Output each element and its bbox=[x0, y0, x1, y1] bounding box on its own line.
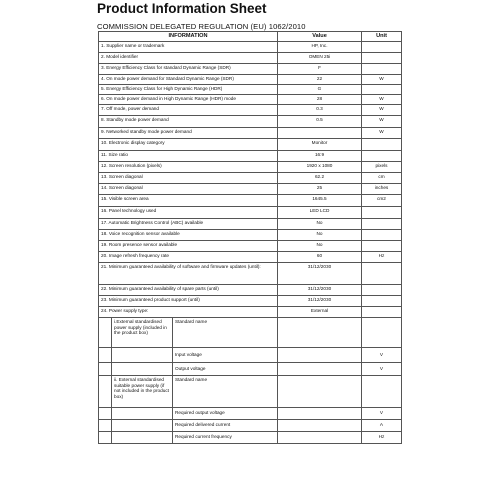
row-label bbox=[99, 53, 278, 64]
row-label-text: 24. Power supply type: bbox=[101, 307, 149, 313]
page-title: Product Information Sheet bbox=[97, 1, 267, 16]
row-unit bbox=[362, 173, 402, 184]
row-value bbox=[278, 296, 362, 307]
row-label-text: 21. Minimum guaranteed availability of software and firmware updates (until): bbox=[101, 263, 261, 269]
row-label bbox=[99, 285, 278, 296]
required-current-frequency-label: Required current frequency bbox=[175, 434, 232, 439]
row-unit-text bbox=[364, 219, 399, 220]
table-row bbox=[99, 184, 402, 195]
row-unit-text bbox=[364, 263, 399, 264]
table-row bbox=[99, 230, 402, 241]
row-value-text: F bbox=[318, 64, 321, 70]
row-value bbox=[278, 128, 362, 139]
page-subtitle: COMMISSION DELEGATED REGULATION (EU) 1062/2010 bbox=[97, 22, 306, 31]
table-row bbox=[99, 42, 402, 53]
row-value bbox=[278, 219, 362, 230]
row-unit bbox=[362, 42, 402, 53]
row-value bbox=[278, 173, 362, 184]
column-header-value: Value bbox=[278, 32, 362, 42]
table-row bbox=[99, 173, 402, 184]
table-row bbox=[99, 376, 402, 408]
row-unit bbox=[362, 195, 402, 207]
row-value-text: No bbox=[316, 241, 323, 247]
row-unit-text: pixels bbox=[375, 162, 388, 168]
table-row bbox=[99, 128, 402, 139]
row-unit-text bbox=[364, 139, 399, 140]
row-unit bbox=[362, 307, 402, 318]
table-row bbox=[99, 363, 402, 376]
row-unit-text bbox=[364, 53, 399, 54]
row-label-text: 5. Energy Efficiency Class for High Dynamic Range (HDR) bbox=[101, 85, 223, 91]
row-label bbox=[99, 263, 278, 285]
row-value bbox=[278, 139, 362, 151]
row-unit bbox=[362, 128, 402, 139]
row-label-text: 23. Minimum guaranteed product support (until) bbox=[101, 296, 200, 302]
row-unit bbox=[362, 64, 402, 75]
table-row bbox=[99, 139, 402, 151]
required-output-voltage-label: Required output voltage bbox=[175, 410, 225, 415]
row-label bbox=[99, 207, 278, 219]
row-value bbox=[278, 162, 362, 173]
required-current-frequency-unit: Hz bbox=[362, 432, 402, 444]
row-value bbox=[278, 85, 362, 95]
row-value bbox=[278, 285, 362, 296]
row-unit-text: W bbox=[379, 128, 384, 134]
row-value-text: No bbox=[316, 230, 323, 236]
row-value bbox=[278, 195, 362, 207]
row-label bbox=[99, 241, 278, 252]
row-label bbox=[99, 296, 278, 307]
row-unit bbox=[362, 85, 402, 95]
table-row bbox=[99, 162, 402, 173]
table-row bbox=[99, 420, 402, 432]
row-unit bbox=[362, 241, 402, 252]
row-value-text: External bbox=[310, 307, 329, 313]
row-unit bbox=[362, 95, 402, 105]
row-label-text: 19. Room presence sensor available bbox=[101, 241, 178, 247]
row-unit-text bbox=[364, 42, 399, 43]
table-row bbox=[99, 53, 402, 64]
row-value bbox=[278, 116, 362, 128]
row-label-text: 13. Screen diagonal bbox=[101, 173, 143, 179]
row-value-text: No bbox=[316, 219, 323, 225]
row-label bbox=[99, 95, 278, 105]
table-row bbox=[99, 219, 402, 230]
row-unit-text: W bbox=[379, 95, 384, 101]
row-value bbox=[278, 263, 362, 285]
row-label-text: 20. Image refresh frequency rate bbox=[101, 252, 170, 258]
table-row bbox=[99, 85, 402, 95]
row-label-text: 2. Model identifier bbox=[101, 53, 138, 59]
row-value-text: 1645.5 bbox=[312, 195, 327, 201]
table-row bbox=[99, 195, 402, 207]
table-cell-unit bbox=[362, 318, 402, 348]
row-value bbox=[278, 105, 362, 116]
row-label bbox=[99, 151, 278, 162]
power-supply-section bbox=[99, 318, 402, 444]
row-value-text: 31/12/2030 bbox=[307, 296, 332, 302]
row-value bbox=[278, 207, 362, 219]
row-value-text: 28 bbox=[316, 95, 323, 101]
row-value-text: 31/12/2030 bbox=[307, 285, 332, 291]
row-label bbox=[99, 42, 278, 53]
row-unit bbox=[362, 151, 402, 162]
row-unit bbox=[362, 263, 402, 285]
required-output-voltage-unit: V bbox=[362, 408, 402, 420]
row-value bbox=[278, 53, 362, 64]
output-voltage-label: Output voltage bbox=[175, 366, 206, 371]
row-label bbox=[99, 75, 278, 85]
row-unit-text bbox=[364, 296, 399, 297]
row-unit-text bbox=[364, 230, 399, 231]
row-label bbox=[99, 116, 278, 128]
row-value-text: 0.5 bbox=[316, 116, 323, 122]
table-row bbox=[99, 285, 402, 296]
row-label-text: 15. Visible screen area bbox=[101, 195, 149, 201]
input-voltage-label: Input voltage bbox=[175, 352, 202, 357]
row-value bbox=[278, 184, 362, 195]
table-row bbox=[99, 64, 402, 75]
row-label bbox=[99, 219, 278, 230]
row-unit bbox=[362, 296, 402, 307]
row-unit-text bbox=[364, 285, 399, 286]
row-value-text: G bbox=[317, 85, 322, 91]
row-value bbox=[278, 75, 362, 85]
row-unit bbox=[362, 116, 402, 128]
row-label bbox=[99, 85, 278, 95]
row-unit bbox=[362, 139, 402, 151]
row-label-text: 3. Energy Efficiency Class for standard Dynamic Range (SDR) bbox=[101, 64, 231, 70]
row-label-text: 16. Panel technology used bbox=[101, 207, 157, 213]
column-header-information: INFORMATION bbox=[99, 32, 278, 42]
row-unit bbox=[362, 285, 402, 296]
row-unit bbox=[362, 252, 402, 263]
row-value-text: 1920 x 1080 bbox=[306, 162, 333, 168]
internal-psu-label: i.External standardised power supply (included in the product box) bbox=[112, 318, 173, 347]
row-value-text bbox=[280, 128, 359, 129]
table-row bbox=[99, 95, 402, 105]
row-value bbox=[278, 95, 362, 105]
row-unit-text bbox=[364, 241, 399, 242]
row-label bbox=[99, 105, 278, 116]
row-unit bbox=[362, 207, 402, 219]
external-psu-cell bbox=[99, 376, 278, 408]
table-row bbox=[99, 432, 402, 444]
required-delivered-current-unit: A bbox=[362, 420, 402, 432]
row-value bbox=[278, 307, 362, 318]
row-label bbox=[99, 162, 278, 173]
table-row bbox=[99, 318, 402, 348]
row-label bbox=[99, 252, 278, 263]
row-unit bbox=[362, 219, 402, 230]
row-label bbox=[99, 64, 278, 75]
row-value-text: 60 bbox=[316, 252, 323, 258]
row-label-text: 7. Off mode, power demand bbox=[101, 105, 160, 111]
column-header-unit: Unit bbox=[362, 32, 402, 42]
row-value-text: 25 bbox=[316, 184, 323, 190]
row-unit-text: Hz bbox=[378, 252, 385, 258]
row-value-text: HP, Inc. bbox=[311, 42, 328, 48]
table-row bbox=[99, 408, 402, 420]
row-value-text: LED LCD bbox=[309, 207, 330, 213]
row-label-text: 14. Screen diagonal bbox=[101, 184, 143, 190]
row-label bbox=[99, 195, 278, 207]
row-label bbox=[99, 139, 278, 151]
row-unit bbox=[362, 105, 402, 116]
table-row bbox=[99, 116, 402, 128]
row-label bbox=[99, 128, 278, 139]
row-value-text: OMEN 25i bbox=[308, 53, 331, 59]
table-row bbox=[99, 151, 402, 162]
row-label-text: 4. On mode power demand for Standard Dynamic Range (SDR) bbox=[101, 75, 234, 81]
row-label-text: 1. Supplier name or trademark bbox=[101, 42, 165, 48]
table-row bbox=[99, 241, 402, 252]
row-label bbox=[99, 184, 278, 195]
external-psu-label: ii. External standardised suitable power supply (if not included in the product box) bbox=[112, 376, 173, 407]
table-row bbox=[99, 75, 402, 85]
table-row bbox=[99, 263, 402, 285]
row-unit-text bbox=[364, 207, 399, 208]
row-label-text: 9. Networked standby mode power demand bbox=[101, 128, 192, 134]
row-value bbox=[278, 252, 362, 263]
row-label-text: 11. Size ratio bbox=[101, 151, 129, 157]
table-header-row bbox=[99, 32, 402, 42]
row-unit-text bbox=[364, 85, 399, 86]
row-value bbox=[278, 241, 362, 252]
row-unit-text: W bbox=[379, 75, 384, 81]
row-label bbox=[99, 173, 278, 184]
standard-name-label-2: Standard name bbox=[175, 377, 208, 382]
internal-psu-cell bbox=[99, 318, 278, 348]
row-value-text: Monitor bbox=[311, 139, 328, 145]
product-info-table bbox=[98, 31, 402, 444]
row-value bbox=[278, 64, 362, 75]
table-row bbox=[99, 105, 402, 116]
row-label-text: 22. Minimum guaranteed availability of spare parts (until) bbox=[101, 285, 219, 291]
row-label-text: 17. Automatic Brightness Control (ABC) available bbox=[101, 219, 204, 225]
row-value-text: 22 bbox=[316, 75, 323, 81]
row-value bbox=[278, 42, 362, 53]
row-unit bbox=[362, 75, 402, 85]
row-label bbox=[99, 230, 278, 241]
row-unit-text: W bbox=[379, 116, 384, 122]
row-label-text: 6. On mode power demand in High Dynamic Range (HDR) mode bbox=[101, 95, 236, 101]
row-unit bbox=[362, 162, 402, 173]
row-value-text: 62.2 bbox=[314, 173, 325, 179]
row-unit-text bbox=[364, 307, 399, 308]
table-row bbox=[99, 296, 402, 307]
input-voltage-unit: V bbox=[362, 348, 402, 363]
row-label-text: 8. Standby mode power demand bbox=[101, 116, 169, 122]
row-unit bbox=[362, 230, 402, 241]
table-cell-value bbox=[278, 318, 362, 348]
table-row bbox=[99, 307, 402, 318]
row-unit-text: cm2 bbox=[377, 195, 386, 201]
row-value-text: 31/12/2030 bbox=[307, 263, 332, 269]
table-row bbox=[99, 252, 402, 263]
row-value-text: 0.3 bbox=[316, 105, 323, 111]
row-label-text: 12. Screen resolution (pixels) bbox=[101, 162, 162, 168]
row-unit-text bbox=[364, 151, 399, 152]
table-row bbox=[99, 207, 402, 219]
table-row bbox=[99, 348, 402, 363]
required-delivered-current-label: Required delivered current bbox=[175, 422, 231, 427]
row-unit bbox=[362, 184, 402, 195]
row-value bbox=[278, 230, 362, 241]
row-unit-text bbox=[364, 64, 399, 65]
row-unit-text: W bbox=[379, 105, 384, 111]
output-voltage-unit: V bbox=[362, 363, 402, 376]
standard-name-label: Standard name bbox=[175, 319, 208, 324]
row-unit-text: cm bbox=[378, 173, 385, 179]
row-unit bbox=[362, 53, 402, 64]
row-value bbox=[278, 151, 362, 162]
row-label-text: 18. Voice recognition sensor available bbox=[101, 230, 180, 236]
row-value-text: 16:9 bbox=[314, 151, 325, 157]
row-label bbox=[99, 307, 278, 318]
row-label-text: 10. Electronic display category bbox=[101, 139, 165, 145]
row-unit-text: inches bbox=[374, 184, 389, 190]
